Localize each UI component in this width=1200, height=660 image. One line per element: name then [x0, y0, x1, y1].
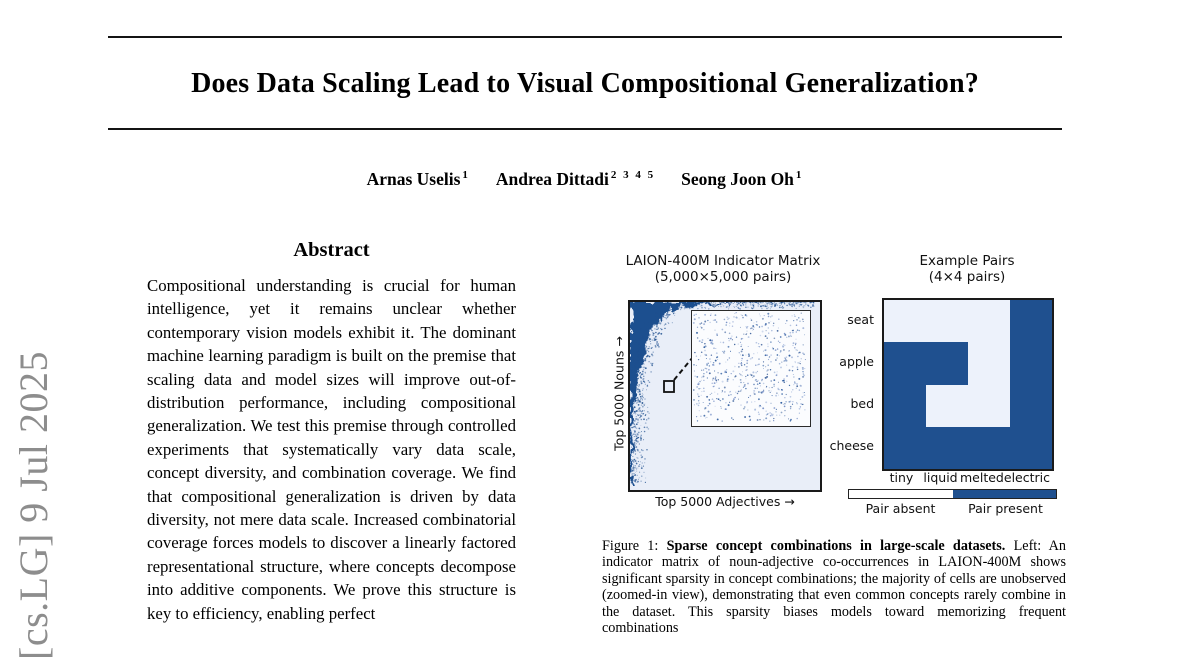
example-pairs-title-line1: Example Pairs: [872, 253, 1062, 269]
example-pairs-title: [872, 253, 1062, 285]
zoom-source-marker: [664, 381, 674, 392]
column-label: liquid: [921, 470, 960, 485]
pair-legend-bar: [848, 489, 1057, 499]
heatmap-cell: [968, 300, 1010, 342]
top-rule: [108, 36, 1062, 38]
heatmap-cell: [884, 385, 926, 427]
abstract-heading: Abstract: [147, 239, 516, 262]
column-label: electric: [1004, 470, 1050, 485]
heatmap-cell: [1010, 300, 1052, 342]
laion-matrix-title-line2: (5,000×5,000 pairs): [608, 269, 838, 285]
heatmap-cell: [926, 427, 968, 469]
legend-label-absent: Pair absent: [848, 501, 953, 516]
column-label: melted: [960, 470, 1004, 485]
heatmap-row-labels: [790, 298, 874, 467]
heatmap-cell: [968, 385, 1010, 427]
heatmap-cell: [1010, 385, 1052, 427]
heatmap-cell: [968, 342, 1010, 384]
heatmap-cell: [1010, 342, 1052, 384]
heatmap-cell: [926, 385, 968, 427]
paper-title: Does Data Scaling Lead to Visual Compositional Generalization?: [108, 68, 1062, 100]
heatmap-cell: [968, 427, 1010, 469]
caption-bold: Sparse concept combinations in large-scale datasets.: [667, 538, 1006, 554]
y-axis-label: Top 5000 Nouns →: [612, 299, 627, 489]
legend-label-present: Pair present: [953, 501, 1058, 516]
x-axis-label: Top 5000 Adjectives →: [628, 494, 822, 509]
legend-swatch-present: [953, 490, 1057, 498]
caption-rest: Left: An indicator matrix of noun-adjective co-occurrences in LAION-400M shows significant sparsity in concept combinations; the majority of cells are unobserved (zoomed-in view), demonstrating that even common concepts rarely combine in the dataset. This sparsity biases models toward memorizing frequent combinations: [602, 538, 1066, 636]
title-rule: [108, 128, 1062, 130]
author: Andrea Dittadi $^{2 3 4 5}$: [496, 169, 655, 189]
heatmap-cell: [1010, 427, 1052, 469]
pair-legend-labels: [848, 501, 1058, 516]
row-label: bed: [790, 383, 874, 425]
laion-matrix-title: [608, 253, 838, 285]
heatmap-cell: [884, 342, 926, 384]
heatmap-cell: [926, 342, 968, 384]
row-label: seat: [790, 298, 874, 340]
legend-swatch-absent: [849, 490, 953, 498]
row-label: apple: [790, 340, 874, 382]
row-label: cheese: [790, 425, 874, 467]
heatmap-cell: [884, 427, 926, 469]
abstract-text: Compositional understanding is crucial for human intelligence, yet it remains unclear whether contemporary vision models exhibit it. The dominant machine learning paradigm is built on the premise that scaling data and model sizes will improve out-of-distribution performance, including compositional generalization. We test this premise through controlled experiments that systematically vary data scale, concept diversity, and combination coverage. We find that compositional generalization is driven by data diversity, not mere data scale. Increased combinatorial coverage forces models to discover a linearly factored representational structure, where concepts decompose into additive components. We prove this structure is key to efficiency, enabling perfect: [147, 274, 516, 625]
caption-prefix: Figure 1:: [602, 538, 667, 554]
heatmap-column-labels: [882, 470, 1050, 485]
figure-caption: [602, 538, 1066, 636]
example-pairs-heatmap: [882, 298, 1054, 471]
author-line: [108, 169, 1062, 190]
author: Arnas Uselis $^1$: [367, 169, 470, 189]
heatmap-cell: [884, 300, 926, 342]
heatmap-cell: [926, 300, 968, 342]
column-label: tiny: [882, 470, 921, 485]
laion-matrix-title-line1: LAION-400M Indicator Matrix: [608, 253, 838, 269]
example-pairs-title-line2: (4×4 pairs): [872, 269, 1062, 285]
author: Seong Joon Oh $^1$: [681, 169, 803, 189]
arxiv-stamp: [cs.LG] 9 Jul 2025: [10, 330, 57, 660]
